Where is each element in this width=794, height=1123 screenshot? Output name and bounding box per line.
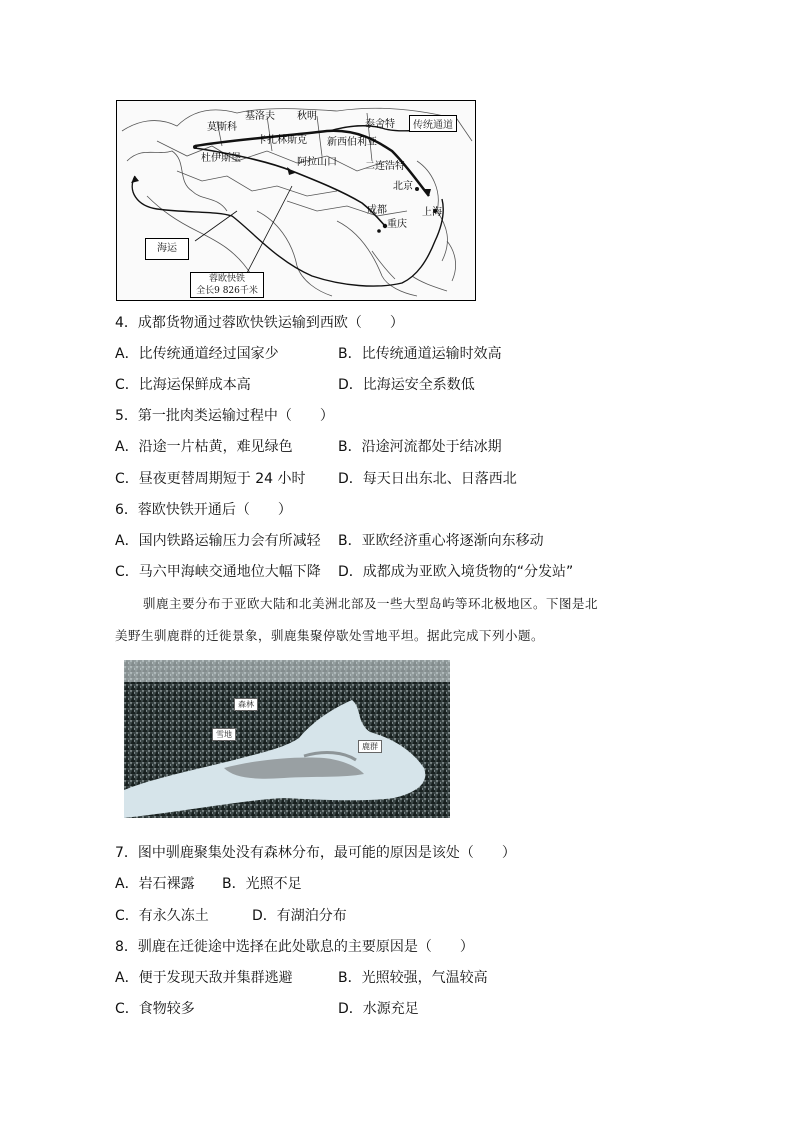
- q6-option-a: A．国内铁路运输压力会有所减轻: [115, 533, 321, 549]
- label-traditional-channel: 传统通道: [409, 115, 457, 132]
- label-taishet: 泰舍特: [365, 119, 395, 130]
- rongou-length: 全长9 826千米: [196, 286, 258, 296]
- passage-line-2: 美野生驯鹿群的迁徙景象，驯鹿集聚停歇处雪地平坦。据此完成下列小题。: [115, 628, 545, 643]
- label-shanghai: 上海: [422, 207, 442, 218]
- q6-option-b: B．亚欧经济重心将逐渐向东移动: [338, 533, 544, 549]
- photo-drawing: [124, 660, 450, 818]
- question-8-stem: 8．驯鹿在迁徙途中选择在此处歇息的主要原因是（ ）: [115, 939, 474, 955]
- question-6-stem: 6．蓉欧快铁开通后（ ）: [115, 502, 292, 518]
- q8-option-d: D．水源充足: [338, 1001, 419, 1017]
- q6-option-d: D．成都成为亚欧入境货物的“分发站”: [338, 564, 574, 580]
- label-qiuming: 秋明: [297, 111, 317, 122]
- q5-option-b: B．沿途河流都处于结冰期: [338, 439, 502, 455]
- label-mosike: 莫斯科: [207, 122, 237, 133]
- q7-option-a: A．岩石裸露: [115, 876, 195, 892]
- rongou-express-label: [190, 272, 264, 298]
- question-4-stem: 4．成都货物通过蓉欧快铁运输到西欧（ ）: [115, 315, 404, 331]
- rongou-name: 蓉欧快铁: [208, 274, 245, 284]
- label-erlian: 二连浩特: [365, 161, 405, 172]
- label-agula: 阿拉山口: [297, 157, 337, 168]
- q4-option-b: B．比传统通道运输时效高: [338, 346, 502, 362]
- photo-tag-snow: 雪地: [212, 728, 236, 741]
- label-duisibu: 杜伊斯堡: [201, 153, 241, 164]
- question-5-stem: 5．第一批肉类运输过程中（ ）: [115, 408, 334, 424]
- sea-route-label: 海运: [145, 238, 189, 260]
- q7-option-b: B．光照不足: [222, 876, 302, 892]
- q5-option-a: A．沿途一片枯黄，难见绿色: [115, 439, 293, 455]
- photo-tag-deer: 鹿群: [358, 740, 382, 753]
- label-kazhanlin: 卡扎林斯克: [257, 135, 307, 146]
- question-7-stem: 7．图中驯鹿聚集处没有森林分布，最可能的原因是该处（ ）: [115, 845, 516, 861]
- q4-option-d: D．比海运安全系数低: [338, 377, 475, 393]
- reindeer-photo: [124, 660, 450, 818]
- label-chongqing: 重庆: [387, 219, 407, 230]
- label-chengdu: 成都: [367, 205, 387, 216]
- q8-option-a: A．便于发现天敌并集群逃避: [115, 970, 293, 986]
- q7-option-c: C．有永久冻土: [115, 908, 209, 924]
- q4-option-c: C．比海运保鲜成本高: [115, 377, 251, 393]
- route-map: [116, 100, 476, 301]
- q8-option-b: B．光照较强，气温较高: [338, 970, 488, 986]
- q7-option-d: D．有湖泊分布: [252, 908, 347, 924]
- label-jiluofu: 基洛夫: [245, 111, 275, 122]
- q5-option-c: C．昼夜更替周期短于 24 小时: [115, 471, 306, 487]
- label-beijing: 北京: [393, 181, 413, 192]
- q6-option-c: C．马六甲海峡交通地位大幅下降: [115, 564, 321, 580]
- q5-option-d: D．每天日出东北、日落西北: [338, 471, 517, 487]
- q4-option-a: A．比传统通道经过国家少: [115, 346, 279, 362]
- label-xinxibo: 新西伯利亚: [327, 137, 377, 148]
- passage-line-1: 驯鹿主要分布于亚欧大陆和北美洲北部及一些大型岛屿等环北极地区。下图是北: [143, 596, 599, 611]
- photo-tag-forest: 森林: [234, 698, 258, 711]
- q8-option-c: C．食物较多: [115, 1001, 195, 1017]
